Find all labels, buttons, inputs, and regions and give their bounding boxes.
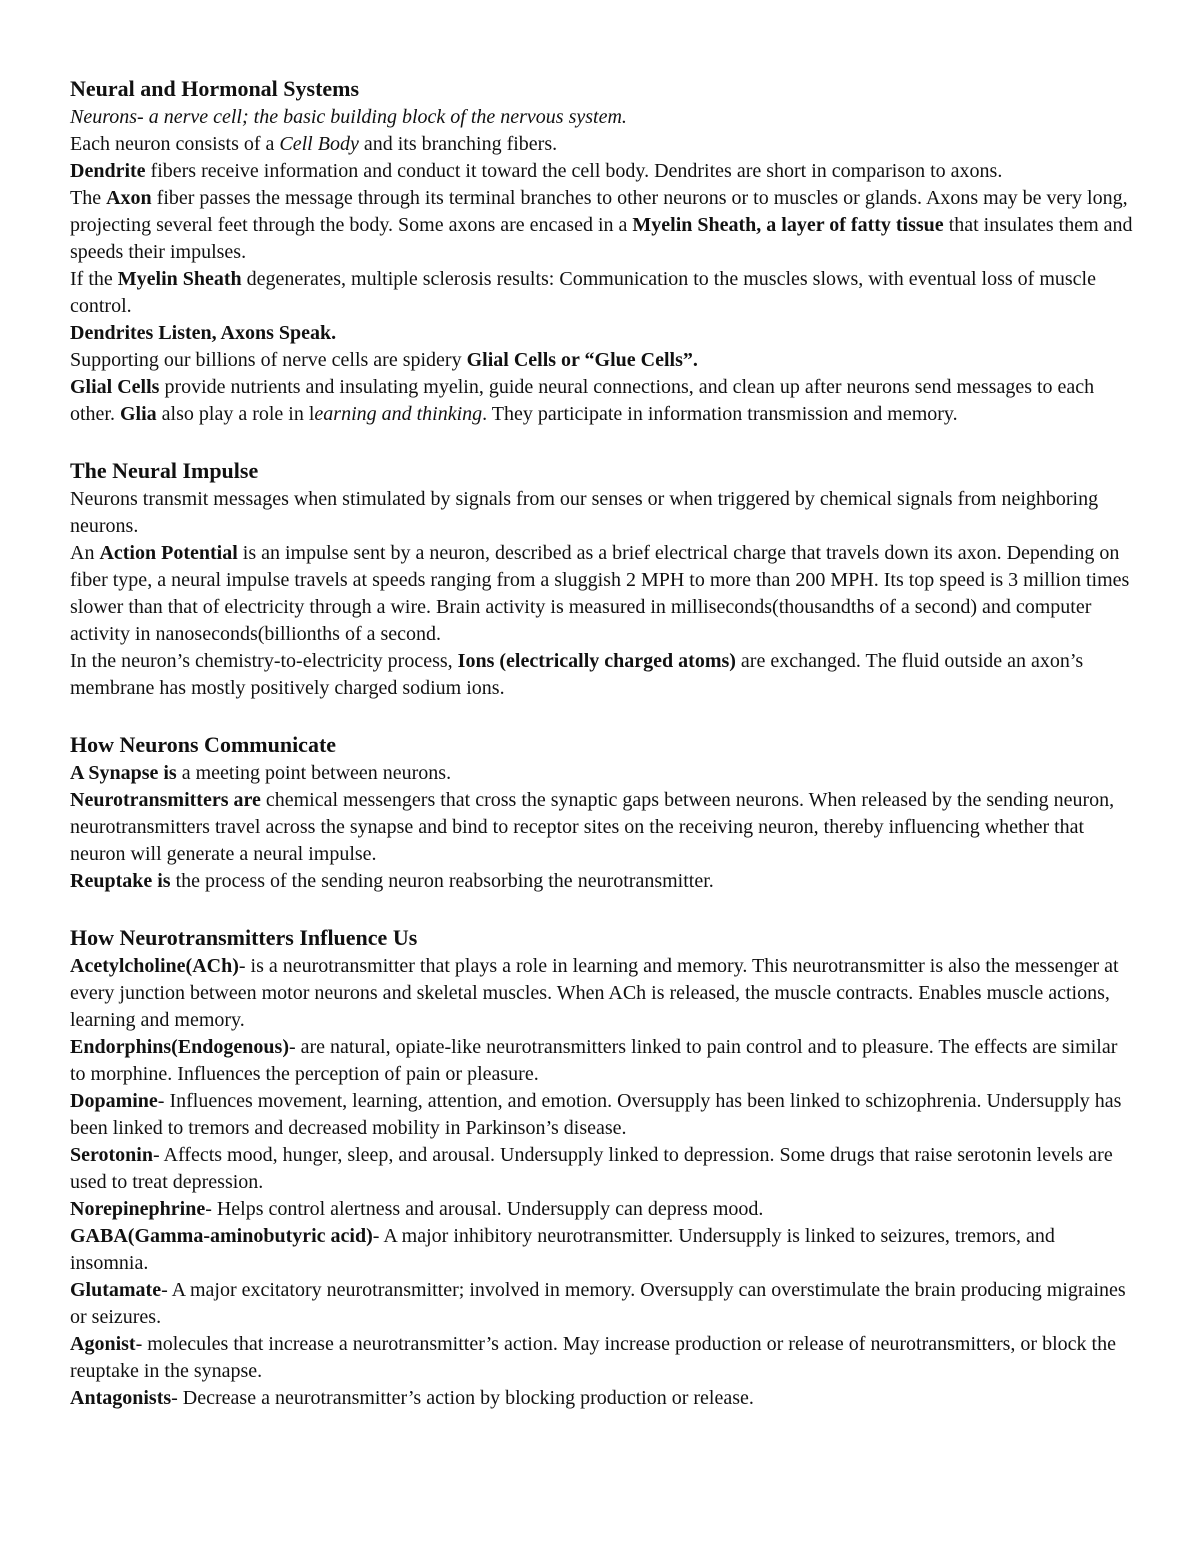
text-run: - A major excitatory neurotransmitter; involved in memory. Oversupply can overstimulate the brain producing migraines or seizures. — [70, 1279, 1126, 1328]
bold-term: Reuptake is — [70, 870, 171, 892]
paragraph — [70, 868, 1135, 895]
document-page — [70, 74, 1135, 1412]
paragraph — [70, 104, 1135, 131]
text-run: - Affects mood, hunger, sleep, and arousal. Undersupply linked to depression. Some drugs that raise serotonin levels are used to treat depression. — [70, 1144, 1113, 1193]
text-run: Supporting our billions of nerve cells are spidery — [70, 349, 467, 371]
paragraph — [70, 648, 1135, 702]
paragraph — [70, 374, 1135, 428]
text-run: - Helps control alertness and arousal. Undersupply can depress mood. — [205, 1198, 764, 1220]
text-run: are exchanged. The fluid outside an axon’s membrane has mostly positively charged sodium ions. — [70, 650, 1084, 699]
text-run: is an impulse sent by a neuron, described as a brief electrical charge that travels down its axon. Depending on fiber type, a neural impulse travels at speeds ranging from a sluggish 2 MPH to more than 200 MPH. Its top speed is 3 million times slower than that of electricity through a wire. Brain activity is measured in milliseconds(thousandths of a second) and computer activity in nanoseconds(billionths of a second. — [70, 542, 1130, 645]
text-run: degenerates, multiple sclerosis results: Communication to the muscles slows, with eventual loss of muscle control. — [70, 268, 1096, 317]
text-run: a meeting point between neurons. — [176, 762, 452, 784]
text-run: the process of the sending neuron reabsorbing the neurotransmitter. — [170, 870, 714, 892]
bold-term: Dopamine — [70, 1090, 158, 1112]
paragraph — [70, 1223, 1135, 1277]
text-run: fibers receive information and conduct it toward the cell body. Dendrites are short in comparison to axons. — [145, 160, 1003, 182]
text-run: fiber passes the message through its terminal branches to other neurons or to muscles or glands. Axons may be very long, projecting several feet through the body. Some axons are encased in a — [70, 187, 1128, 236]
bold-term: Axon — [106, 187, 152, 209]
bold-term: Action Potential — [99, 542, 238, 564]
text-run: - A major inhibitory neurotransmitter. Undersupply is linked to seizures, tremors, and insomnia. — [70, 1225, 1055, 1274]
bold-term: Dendrite — [70, 160, 146, 182]
text-run: - molecules that increase a neurotransmitter’s action. May increase production or release of neurotransmitters, or block the reuptake in the synapse. — [70, 1333, 1116, 1382]
text-run: - is a neurotransmitter that plays a role in learning and memory. This neurotransmitter is also the messenger at every junction between motor neurons and skeletal muscles. When ACh is released, the muscle contracts. Enables muscle actions, learning and memory. — [70, 955, 1119, 1031]
italic-text: earning and thinking — [314, 403, 483, 425]
bold-term: GABA(Gamma-aminobutyric acid) — [70, 1225, 373, 1247]
text-run: In the neuron’s chemistry-to-electricity process, — [70, 650, 458, 672]
paragraph — [70, 760, 1135, 787]
section-how-neurons-communicate — [70, 730, 1135, 895]
paragraph — [70, 1331, 1135, 1385]
bold-term: Myelin Sheath, a layer of fatty tissue — [632, 214, 944, 236]
bold-term: A Synapse is — [70, 762, 177, 784]
bold-term: Ions (electrically charged atoms) — [457, 650, 736, 672]
italic-text: Neurons- a nerve cell; the basic building block of the nervous system. — [70, 106, 627, 128]
section-body — [70, 760, 1135, 895]
bold-term: Myelin Sheath — [117, 268, 242, 290]
paragraph — [70, 953, 1135, 1034]
text-run: that insulates them and speeds their impulses. — [70, 214, 1133, 263]
text-run: The — [70, 187, 107, 209]
text-run: provide nutrients and insulating myelin, guide neural connections, and clean up after neurons send messages to each other. — [70, 376, 1095, 425]
paragraph — [70, 320, 1135, 347]
paragraph — [70, 266, 1135, 320]
paragraph — [70, 1034, 1135, 1088]
paragraph — [70, 131, 1135, 158]
paragraph — [70, 787, 1135, 868]
paragraph — [70, 1196, 1135, 1223]
section-body — [70, 104, 1135, 428]
text-run: Each neuron consists of a — [70, 133, 280, 155]
bold-term: Serotonin — [70, 1144, 153, 1166]
bold-term: Dendrites Listen, Axons Speak. — [70, 322, 337, 344]
bold-term: Glial Cells — [70, 376, 160, 398]
text-run: and its branching fibers. — [358, 133, 558, 155]
bold-term: Neurotransmitters are — [70, 789, 261, 811]
section-body — [70, 486, 1135, 702]
text-run: also play a role in l — [156, 403, 315, 425]
text-run: If the — [70, 268, 118, 290]
section-heading: How Neurons Communicate — [70, 732, 337, 757]
text-run: chemical messengers that cross the synaptic gaps between neurons. When released by the sending neuron, neurotransmitters travel across the synapse and bind to receptor sites on the receiving neuron, thereby influencing whether that neuron will generate a neural impulse. — [70, 789, 1115, 865]
paragraph — [70, 158, 1135, 185]
section-heading: Neural and Hormonal Systems — [70, 76, 360, 101]
bold-term: Glial Cells or “Glue Cells”. — [466, 349, 698, 371]
paragraph — [70, 347, 1135, 374]
bold-term: Agonist — [70, 1333, 136, 1355]
paragraph — [70, 1088, 1135, 1142]
text-run: . They participate in information transmission and memory. — [482, 403, 958, 425]
text-run: Neurons transmit messages when stimulated by signals from our senses or when triggered by chemical signals from neighboring neurons. — [70, 488, 1099, 537]
bold-term: Endorphins(Endogenous) — [70, 1036, 289, 1058]
text-run: An — [70, 542, 100, 564]
paragraph — [70, 1142, 1135, 1196]
paragraph — [70, 1385, 1135, 1412]
section-body — [70, 953, 1135, 1412]
bold-term: Norepinephrine — [70, 1198, 206, 1220]
italic-text: Cell Body — [279, 133, 359, 155]
bold-term: Glia — [120, 403, 157, 425]
section-heading: How Neurotransmitters Influence Us — [70, 925, 418, 950]
paragraph — [70, 185, 1135, 266]
text-run: - Influences movement, learning, attention, and emotion. Oversupply has been linked to schizophrenia. Undersupply has been linked to tremors and decreased mobility in Parkinson’s disease. — [70, 1090, 1122, 1139]
text-run: - Decrease a neurotransmitter’s action by blocking production or release. — [171, 1387, 754, 1409]
section-neural-hormonal-systems — [70, 74, 1135, 428]
bold-term: Antagonists — [70, 1387, 172, 1409]
paragraph — [70, 1277, 1135, 1331]
section-neurotransmitters-influence — [70, 923, 1135, 1412]
bold-term: Glutamate — [70, 1279, 162, 1301]
section-heading: The Neural Impulse — [70, 458, 259, 483]
text-run: - are natural, opiate-like neurotransmitters linked to pain control and to pleasure. The effects are similar to morphine. Influences the perception of pain or pleasure. — [70, 1036, 1118, 1085]
bold-term: Acetylcholine(ACh) — [70, 955, 239, 977]
section-neural-impulse — [70, 456, 1135, 702]
paragraph — [70, 540, 1135, 648]
paragraph — [70, 486, 1135, 540]
